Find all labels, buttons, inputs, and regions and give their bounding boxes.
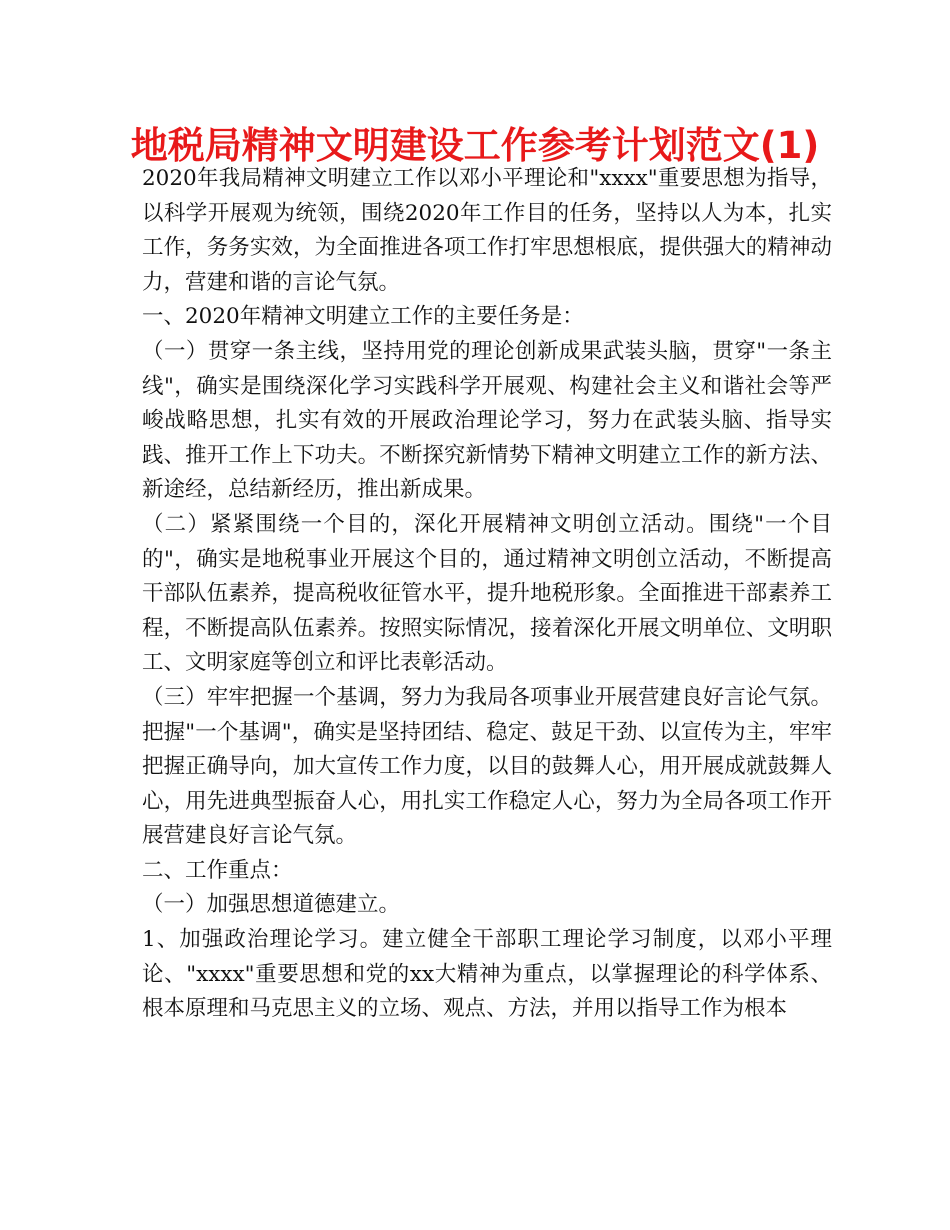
- paragraph-task-3: （三）牢牢把握一个基调，努力为我局各项事业开展营建良好言论气氛。把握"一个基调"，确实是坚持团结、稳定、鼓足干劲、以宣传为主，牢牢把握正确导向，加大宣传工作力度，以目的鼓舞人心，用开展成就鼓舞人心，用先进典型振奋人心，用扎实工作稳定人心，努力为全局各项工作开展营建良好言论气氛。: [142, 684, 832, 849]
- paragraph-task-2: （二）紧紧围绕一个目的，深化开展精神文明创立活动。围绕"一个目的"，确实是地税事业开展这个目的，通过精神文明创立活动，不断提高干部队伍素养，提高税收征管水平，提升地税形象。全面推进干部素养工程，不断提高队伍素养。按照实际情况，接着深化开展文明单位、文明职工、文明家庭等创立和评比表彰活动。: [142, 511, 832, 676]
- paragraph-intro: 2020年我局精神文明建立工作以邓小平理论和"xxxx"重要思想为指导，以科学开展观为统领，围绕2020年工作目的任务，坚持以人为本，扎实工作，务务实效，为全面推进各项工作打牢思想根底，提供强大的精神动力，营建和谐的言论气氛。: [142, 166, 832, 295]
- section-heading-key-work: 二、工作重点：: [142, 857, 293, 883]
- subheading-ideology: （一）加强思想道德建立。: [142, 892, 401, 918]
- paragraph-theory-study: 1、加强政治理论学习。建立健全干部职工理论学习制度，以邓小平理论、"xxxx"重要思想和党的xx大精神为重点，以掌握理论的科学体系、根本原理和马克思主义的立场、观点、方法，并用以指导工作为根本: [142, 927, 832, 1022]
- paragraph-task-1: （一）贯穿一条主线，坚持用党的理论创新成果武装头脑，贯穿"一条主线"，确实是围绕深化学习实践科学开展观、构建社会主义和谐社会等严峻战略思想，扎实有效的开展政治理论学习，努力在武装头脑、指导实践、推开工作上下功夫。不断探究新情势下精神文明建立工作的新方法、新途经，总结新经历，推出新成果。: [142, 338, 832, 503]
- document-body: [142, 162, 832, 1027]
- section-heading-main-tasks: 一、2020年精神文明建立工作的主要任务是：: [142, 304, 584, 330]
- document-title: 地税局精神文明建设工作参考计划范文(1): [130, 124, 820, 167]
